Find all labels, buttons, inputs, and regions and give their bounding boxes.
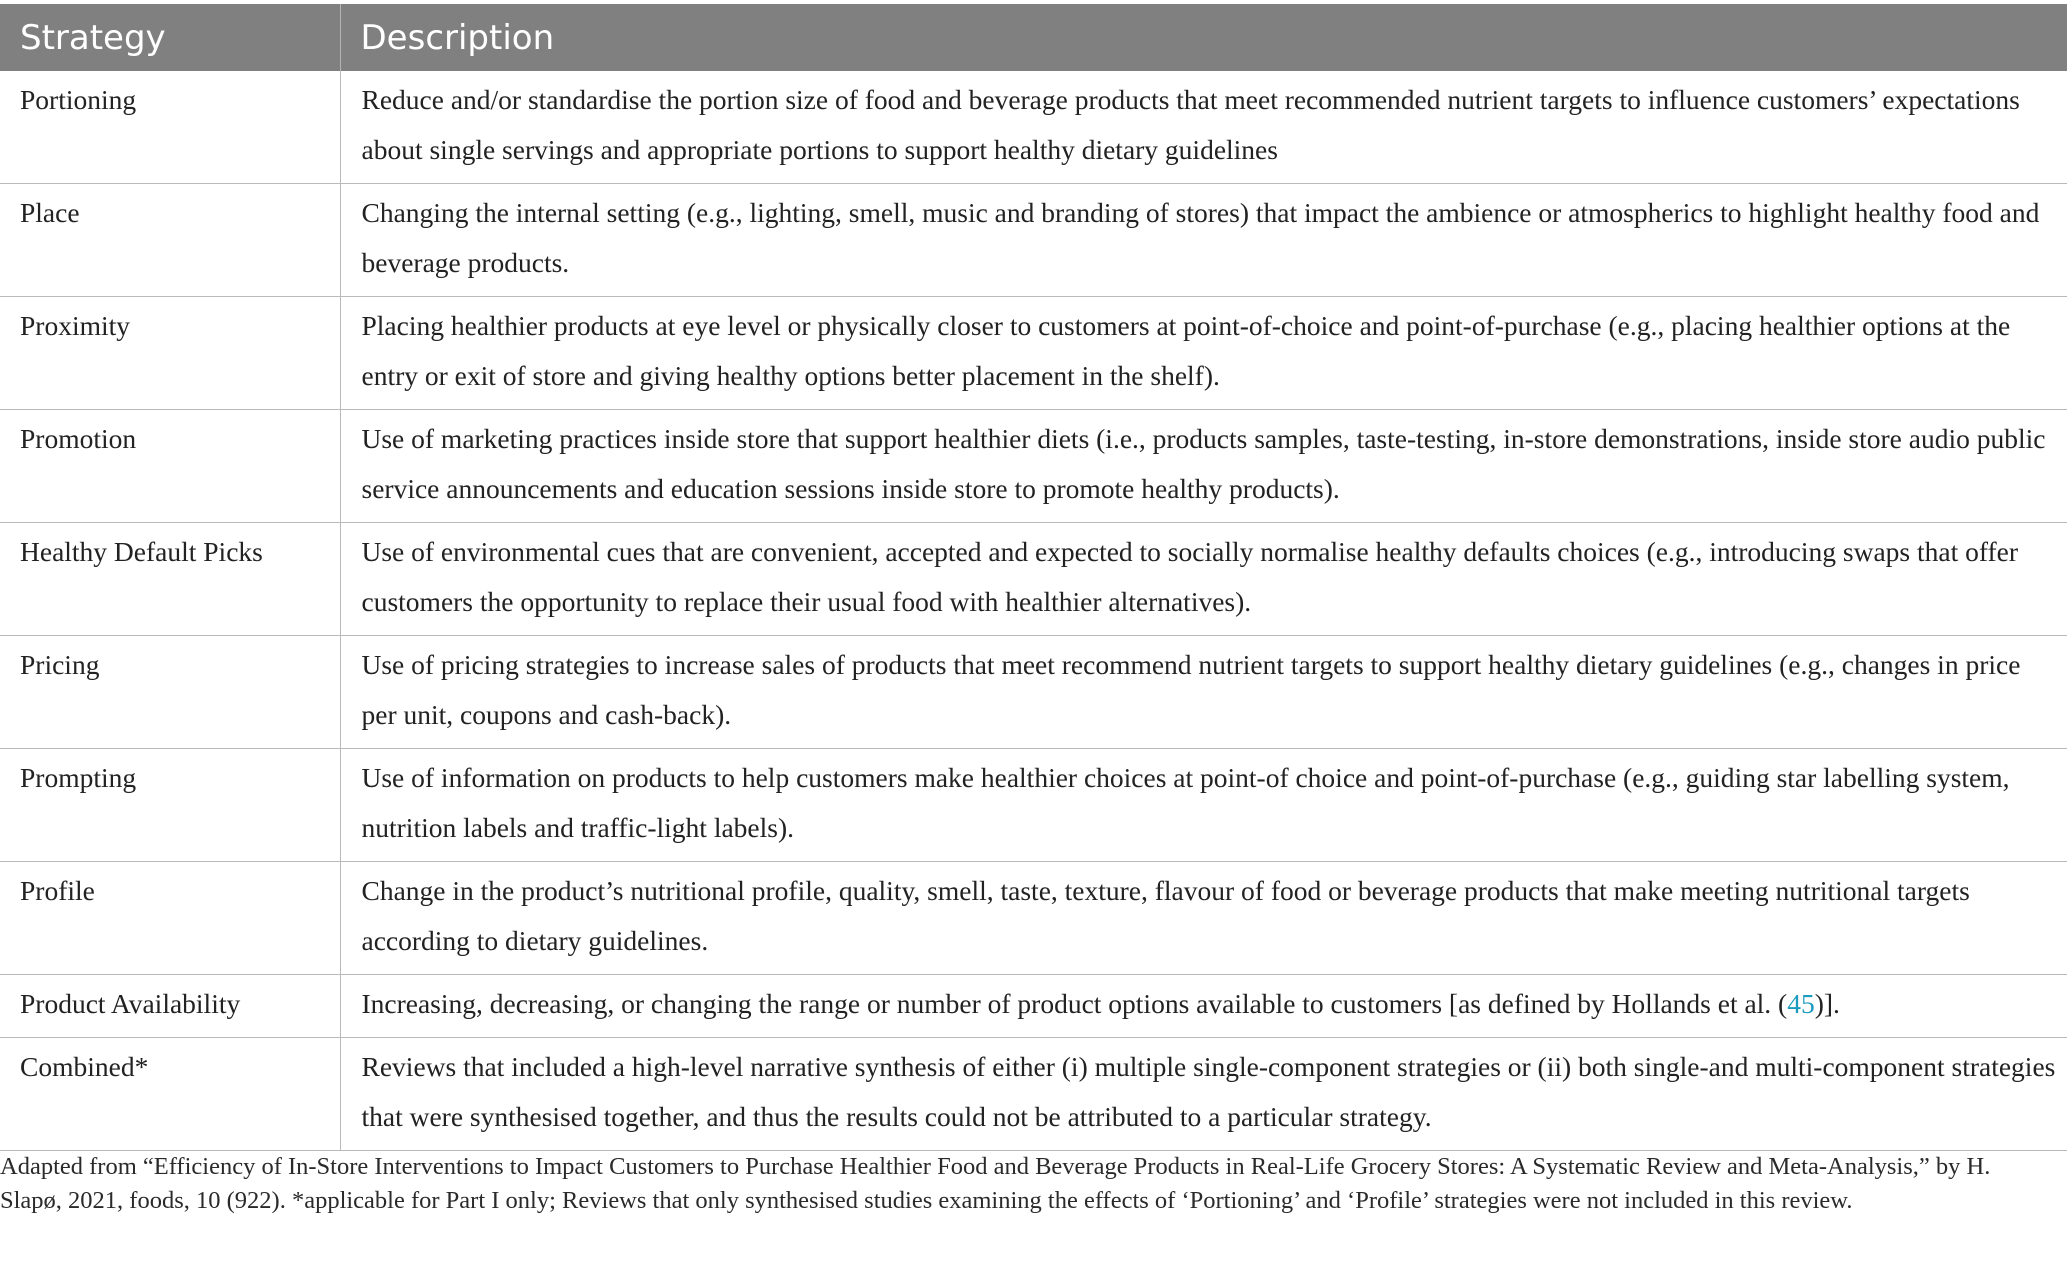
table-row <box>0 184 2067 297</box>
strategy-cell: Product Availability <box>0 975 340 1038</box>
description-cell: Change in the product’s nutritional profile, quality, smell, taste, texture, flavour of food or beverage products that make meeting nutritional targets according to dietary guidelines. <box>340 862 2067 975</box>
strategy-cell: Healthy Default Picks <box>0 523 340 636</box>
table-row <box>0 71 2067 184</box>
strategy-cell: Place <box>0 184 340 297</box>
table-footnote: Adapted from “Efficiency of In-Store Interventions to Impact Customers to Purchase Healthier Food and Beverage Products in Real-Life Grocery Stores: A Systematic Review and Meta-Analysis,” by H. Slapø, 2021, foods, 10 (922). *applicable for Part I only; Reviews that only synthesised studies examining the effects of ‘Portioning’ and ‘Profile’ strategies were not included in this review. <box>0 1153 1991 1214</box>
strategy-cell: Portioning <box>0 71 340 184</box>
table-row <box>0 862 2067 975</box>
column-header-description: Description <box>340 4 2067 71</box>
strategy-cell: Prompting <box>0 749 340 862</box>
description-cell: Changing the internal setting (e.g., lighting, smell, music and branding of stores) that impact the ambience or atmospherics to highlight healthy food and beverage products. <box>340 184 2067 297</box>
description-cell <box>340 975 2067 1038</box>
reference-link[interactable]: 45 <box>1787 988 1815 1019</box>
description-cell: Use of pricing strategies to increase sales of products that meet recommend nutrient targets to support healthy dietary guidelines (e.g., changes in price per unit, coupons and cash-back). <box>340 636 2067 749</box>
description-cell: Placing healthier products at eye level or physically closer to customers at point-of-choice and point-of-purchase (e.g., placing healthier options at the entry or exit of store and giving healthy options better placement in the shelf). <box>340 297 2067 410</box>
header-row <box>0 4 2067 71</box>
strategy-table <box>0 4 2067 1151</box>
table-row <box>0 636 2067 749</box>
description-cell: Reviews that included a high-level narrative synthesis of either (i) multiple single-component strategies or (ii) both single-and multi-component strategies that were synthesised together, and thus the results could not be attributed to a particular strategy. <box>340 1038 2067 1151</box>
table-row <box>0 523 2067 636</box>
column-header-strategy: Strategy <box>0 4 340 71</box>
strategy-cell: Combined* <box>0 1038 340 1151</box>
table-row <box>0 1038 2067 1151</box>
strategy-cell: Pricing <box>0 636 340 749</box>
description-cell: Use of information on products to help customers make healthier choices at point-of choice and point-of-purchase (e.g., guiding star labelling system, nutrition labels and traffic-light labels). <box>340 749 2067 862</box>
description-cell: Use of marketing practices inside store that support healthier diets (i.e., products samples, taste-testing, in-store demonstrations, inside store audio public service announcements and education sessions inside store to promote healthy products). <box>340 410 2067 523</box>
table-container <box>0 4 2067 1151</box>
table-row <box>0 975 2067 1038</box>
description-cell: Reduce and/or standardise the portion size of food and beverage products that meet recommended nutrient targets to influence customers’ expectations about single servings and appropriate portions to support healthy dietary guidelines <box>340 71 2067 184</box>
table-body <box>0 71 2067 1151</box>
table-header <box>0 4 2067 71</box>
strategy-cell: Profile <box>0 862 340 975</box>
description-text: )]. <box>1814 988 1840 1019</box>
description-cell: Use of environmental cues that are convenient, accepted and expected to socially normalise healthy defaults choices (e.g., introducing swaps that offer customers the opportunity to replace their usual food with healthier alternatives). <box>340 523 2067 636</box>
strategy-cell: Promotion <box>0 410 340 523</box>
table-row <box>0 297 2067 410</box>
strategy-cell: Proximity <box>0 297 340 410</box>
table-row <box>0 410 2067 523</box>
table-row <box>0 749 2067 862</box>
description-text: Increasing, decreasing, or changing the range or number of product options available to customers [as defined by Hollands et al. ( <box>361 988 1788 1019</box>
